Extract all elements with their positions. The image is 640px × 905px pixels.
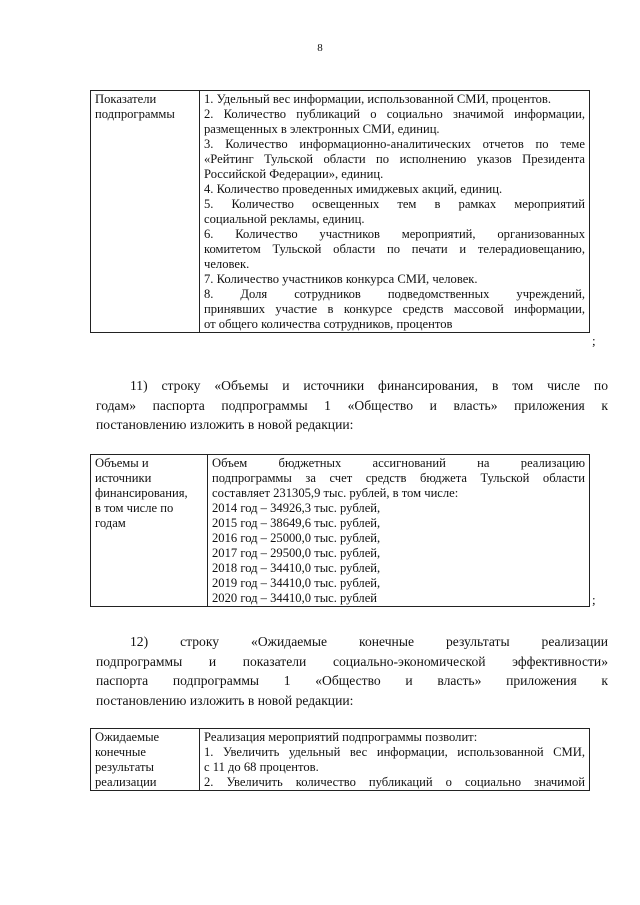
paragraph-line: годам» паспорта подпрограммы 1 «Общество и власть» приложения к <box>96 397 608 413</box>
label-line: Ожидаемые <box>95 730 160 744</box>
content-line: 2020 год – 34410,0 тыс. рублей <box>212 591 378 605</box>
paragraph-line: 11) строку «Объемы и источники финансирования, в том числе по <box>130 378 608 393</box>
content-line: с 11 до 68 процентов. <box>204 760 319 774</box>
content-line: 8. Доля сотрудников подведомственных учреждений, <box>204 287 585 301</box>
content-line: 1. Увеличить удельный вес информации, использованной СМИ, <box>204 745 585 759</box>
semicolon: ; <box>592 333 596 348</box>
label-line: источники <box>95 471 152 485</box>
paragraph-line: постановлению изложить в новой редакции: <box>96 417 354 433</box>
content-line: 4. Количество проведенных имиджевых акций, единиц. <box>204 182 503 196</box>
content-line: размещенных в электронных СМИ, единиц. <box>204 122 440 136</box>
label-line: результаты <box>95 760 154 774</box>
financing-content-cell <box>208 455 590 607</box>
content-line: комитетом Тульской области по печати и телерадиовещанию, <box>204 242 585 256</box>
label-line: годам <box>95 516 126 530</box>
content-line: подпрограммы за счет средств бюджета Тульской области <box>212 471 585 485</box>
page-number: 8 <box>317 42 323 54</box>
content-line: от общего количества сотрудников, процентов <box>204 317 453 331</box>
indicators-label-cell <box>91 91 200 333</box>
content-line: 2014 год – 34926,3 тыс. рублей, <box>212 501 381 515</box>
content-line: 3. Количество информационно-аналитических отчетов по теме <box>204 137 585 151</box>
results-content-cell <box>200 729 590 791</box>
content-line: 6. Количество участников мероприятий, организованных <box>204 227 585 241</box>
label-line: в том числе по <box>95 501 174 515</box>
label-line: Объемы и <box>95 456 149 470</box>
content-line: Объем бюджетных ассигнований на реализацию <box>212 456 585 470</box>
content-line: принявших участие в конкурсе средств массовой информации, <box>204 302 585 316</box>
expected-results-table <box>90 728 590 791</box>
financing-label-cell <box>91 455 208 607</box>
content-line: Реализация мероприятий подпрограммы позволит: <box>204 730 478 744</box>
content-line: 2016 год – 25000,0 тыс. рублей, <box>212 531 381 545</box>
content-line: социальной рекламы, единиц. <box>204 212 365 226</box>
label-line: Показатели <box>95 92 157 106</box>
paragraph-11 <box>96 376 608 435</box>
content-line: 2019 год – 34410,0 тыс. рублей, <box>212 576 381 590</box>
paragraph-line: паспорта подпрограммы 1 «Общество и власть» приложения к <box>96 673 608 689</box>
financing-table <box>90 454 590 607</box>
content-line: 2017 год – 29500,0 тыс. рублей, <box>212 546 381 560</box>
results-label-cell <box>91 729 200 791</box>
paragraph-line: постановлению изложить в новой редакции: <box>96 692 354 708</box>
content-line: Российской Федерации», единиц. <box>204 167 384 181</box>
semicolon: ; <box>592 592 596 607</box>
label-line: конечные <box>95 745 146 759</box>
content-line: 7. Количество участников конкурса СМИ, человек. <box>204 272 478 286</box>
content-line: человек. <box>204 257 250 271</box>
paragraph-12 <box>96 632 608 710</box>
label-line: подпрограммы <box>95 107 175 121</box>
content-line: «Рейтинг Тульской области по исполнению указов Президента <box>204 152 585 166</box>
indicators-content-cell <box>200 91 590 333</box>
label-line: реализации <box>95 775 157 789</box>
content-line: составляет 231305,9 тыс. рублей, в том числе: <box>212 486 459 500</box>
indicators-table <box>90 90 590 333</box>
content-line: 5. Количество освещенных тем в рамках мероприятий <box>204 197 585 211</box>
content-line: 2018 год – 34410,0 тыс. рублей, <box>212 561 381 575</box>
paragraph-line: подпрограммы и показатели социально-экономической эффективности» <box>96 653 608 669</box>
content-line: 1. Удельный вес информации, использованной СМИ, процентов. <box>204 92 551 106</box>
content-line: 2. Увеличить количество публикаций о социально значимой <box>204 775 585 789</box>
content-line: 2. Количество публикаций о социально значимой информации, <box>204 107 585 121</box>
content-line: 2015 год – 38649,6 тыс. рублей, <box>212 516 381 530</box>
paragraph-line: 12) строку «Ожидаемые конечные результаты реализации <box>130 634 608 649</box>
label-line: финансирования, <box>95 486 188 500</box>
